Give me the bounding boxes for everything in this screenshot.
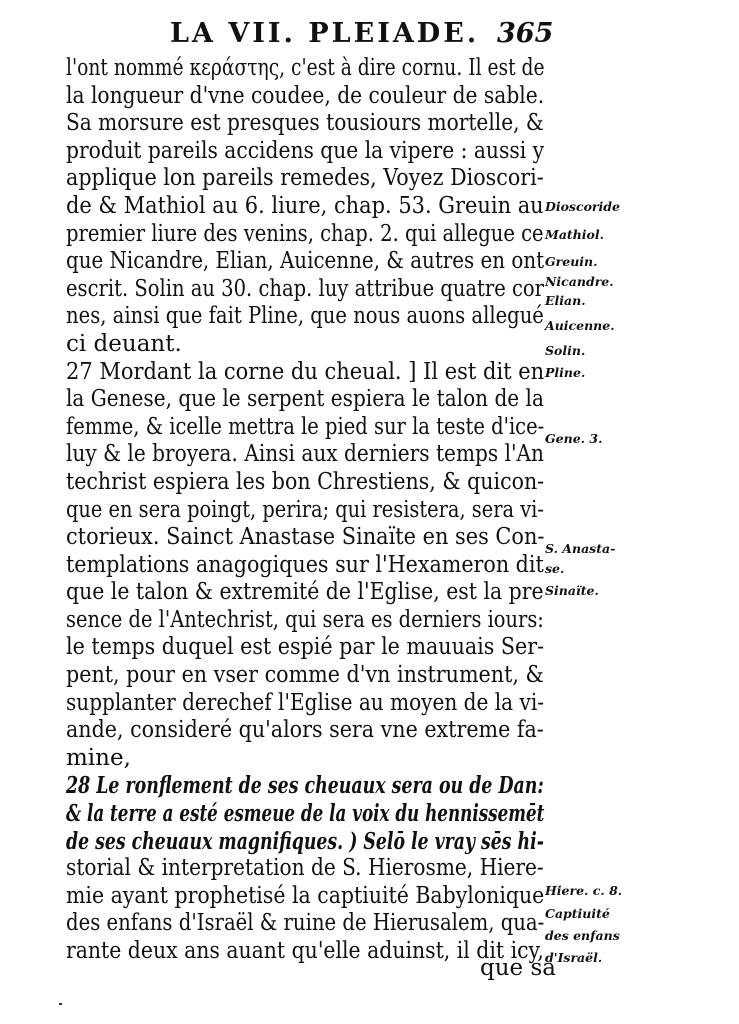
- text-line: nes, ainsi que fait Pline, que nous auons allegué: [66, 303, 544, 330]
- text-line: la longueur d'vne coudee, de couleur de sable.: [66, 82, 545, 109]
- margin-note: Nicandre.: [545, 273, 614, 289]
- text-line: ctorieux. Sainct Anastase Sinaïte en ses Con-: [66, 524, 545, 551]
- margin-note: Elian.: [545, 292, 586, 308]
- margin-note: Pline.: [545, 364, 586, 380]
- text-line: rante deux ans auant qu'elle aduinst, il dit icy,: [66, 938, 544, 964]
- text-line: la Genese, que le serpent espiera le talon de la: [66, 386, 544, 413]
- text-line: de & Mathiol au 6. liure, chap. 53. Greuin au: [66, 192, 544, 219]
- page-number: 365: [497, 18, 554, 49]
- margin-note: S. Anasta-: [545, 541, 616, 557]
- text-line: femme, & icelle mettra le pied sur la teste d'ice-: [66, 413, 545, 440]
- margin-note: Mathiol.: [545, 226, 604, 242]
- text-line: ci deuant.: [66, 330, 182, 357]
- text-line: pent, pour en vser comme d'vn instrument, &: [66, 662, 544, 689]
- text-line: que en sera poingt, perira; qui resistera, sera vi-: [66, 496, 544, 523]
- text-line: templations anagogiques sur l'Hexameron dit: [66, 551, 544, 578]
- text-line: que le talon & extremité de l'Eglise, est la pre: [66, 579, 544, 606]
- text-line: supplanter derechef l'Eglise au moyen de la vi-: [66, 689, 545, 716]
- text-line: 28 Le ronflement de ses cheuaux sera ou de Dan:: [66, 772, 544, 800]
- margin-note: Dioscoride: [545, 199, 620, 214]
- text-line: mine,: [66, 744, 131, 771]
- text-line: le temps duquel est espié par le mauuais Ser-: [66, 634, 545, 661]
- text-line: Sa morsure est presques tousiours mortelle, &: [66, 110, 544, 137]
- margin-note: des enfans: [545, 927, 620, 943]
- catchword: que sa: [480, 955, 556, 981]
- margin-note: Auicenne.: [545, 317, 615, 333]
- running-title: LA VII. PLEIADE.: [170, 18, 480, 49]
- text-line: applique lon pareils remedes, Voyez Dioscori-: [66, 165, 544, 192]
- text-line: techrist espiera les bon Chrestiens, & quicon-: [66, 468, 545, 495]
- text-line: que Nicandre, Elian, Auicenne, & autres en ont: [66, 248, 545, 275]
- margin-note: d'Israël.: [545, 949, 603, 965]
- text-line: l'ont nommé κεράστης, c'est à dire cornu. Il est de: [66, 55, 545, 81]
- text-line: storial & interpretation de S. Hierosme, Hiere-: [66, 855, 544, 882]
- text-line: & la terre a esté esmeue de la voix du hennissemēt: [66, 800, 545, 828]
- text-line: escrit. Solin au 30. chap. luy attribue quatre cor: [66, 275, 545, 302]
- text-line: des enfans d'Israël & ruine de Hierusalem, qua-: [66, 910, 545, 937]
- text-line: luy & le broyera. Ainsi aux derniers temps l'An: [66, 441, 545, 468]
- margin-note: Greuin.: [545, 254, 598, 270]
- margin-note: Sinaïte.: [545, 582, 599, 598]
- text-line: 27 Mordant la corne du cheual. ] Il est dit en: [66, 358, 545, 385]
- text-line: ande, consideré qu'alors sera vne extreme fa-: [66, 717, 544, 744]
- margin-note: Captiuité: [545, 905, 610, 921]
- ink-speck: [59, 1003, 62, 1005]
- margin-note: Solin.: [545, 342, 586, 358]
- main-text-block: [66, 55, 544, 966]
- text-line: mie ayant prophetisé la captiuité Babylonique: [66, 882, 545, 909]
- margin-note: Hiere. c. 8.: [545, 883, 623, 899]
- margin-note: se.: [545, 560, 565, 576]
- text-line: produit pareils accidens que la vipere : aussi y: [66, 137, 545, 164]
- text-line: sence de l'Antechrist, qui sera es derniers iours:: [66, 606, 544, 633]
- text-line: de ses cheuaux magnifiques. ) Selō le vray sēs hi-: [66, 827, 544, 855]
- text-line: premier liure des venins, chap. 2. qui allegue ce: [66, 220, 544, 247]
- margin-note: Gene. 3.: [545, 430, 603, 446]
